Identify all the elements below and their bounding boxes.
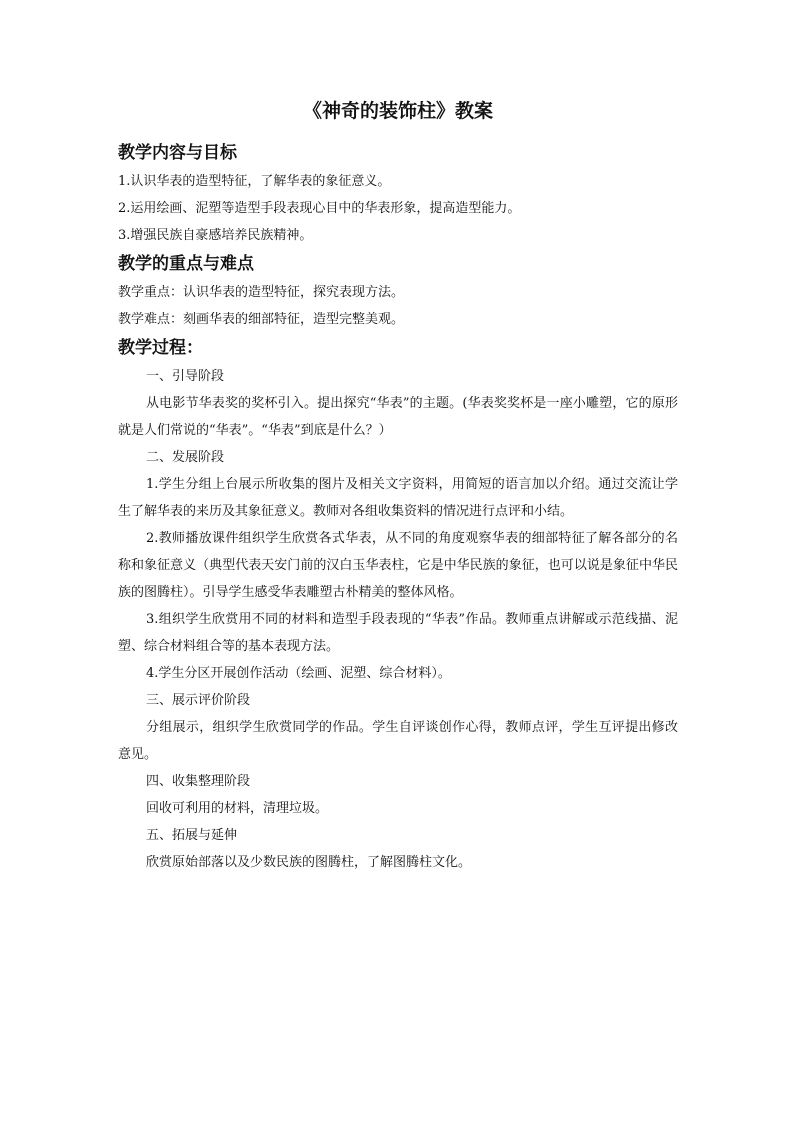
stage-paragraph: 1.学生分组上台展示所收集的图片及相关文字资料，用简短的语言加以介绍。通过交流让学生了解华表的来历及其象征意义。教师对各组收集资料的情况进行点评和小结。 bbox=[118, 477, 678, 519]
key-point-item: 教学难点：刻画华表的细部特征，造型完整美观。 bbox=[118, 312, 405, 327]
stage-title: 一、引导阶段 bbox=[146, 369, 225, 384]
stage-title: 三、展示评价阶段 bbox=[146, 693, 251, 708]
objective-item: 1.认识华表的造型特征，了解华表的象征意义。 bbox=[118, 174, 391, 189]
stage-paragraph: 3.组织学生欣赏用不同的材料和造型手段表现的“华表”作品。教师重点讲解或示范线描、泥塑、综合材料组合等的基本表现方法。 bbox=[118, 612, 678, 654]
stage-title: 五、拓展与延伸 bbox=[146, 828, 238, 843]
document-page bbox=[118, 96, 678, 876]
stage-paragraph: 4.学生分区开展创作活动（绘画、泥塑、综合材料）。 bbox=[146, 666, 451, 681]
stage-paragraph: 分组展示，组织学生欣赏同学的作品。学生自评谈创作心得，教师点评，学生互评提出修改意见。 bbox=[118, 720, 678, 762]
section-heading-process: 教学过程： bbox=[118, 338, 203, 358]
stage-title: 四、收集整理阶段 bbox=[146, 774, 251, 789]
section-heading-objectives: 教学内容与目标 bbox=[118, 143, 237, 163]
stage-paragraph: 2.教师播放课件组织学生欣赏各式华表，从不同的角度观察华表的细部特征了解各部分的名称和象征意义（典型代表天安门前的汉白玉华表柱，它是中华民族的象征，也可以说是象征中华民族的图腾柱）。引导学生感受华表雕塑古朴精美的整体风格。 bbox=[118, 531, 678, 600]
objective-item: 2.运用绘画、泥塑等造型手段表现心目中的华表形象，提高造型能力。 bbox=[118, 201, 521, 216]
stage-paragraph: 回收可利用的材料，清理垃圾。 bbox=[146, 801, 329, 816]
stage-paragraph: 欣赏原始部落以及少数民族的图腾柱，了解图腾柱文化。 bbox=[146, 855, 472, 870]
objective-item: 3.增强民族自豪感培养民族精神。 bbox=[118, 228, 313, 243]
key-point-item: 教学重点：认识华表的造型特征，探究表现方法。 bbox=[118, 285, 405, 300]
stage-title: 二、发展阶段 bbox=[146, 450, 225, 465]
document-title: 《神奇的装饰柱》教案 bbox=[302, 100, 493, 122]
stage-paragraph: 从电影节华表奖的奖杯引入。提出探究“华表”的主题。(华表奖奖杯是一座小雕塑，它的原形就是人们常说的“华表”。“华表”到底是什么？） bbox=[118, 396, 678, 438]
section-heading-key-points: 教学的重点与难点 bbox=[118, 254, 254, 274]
